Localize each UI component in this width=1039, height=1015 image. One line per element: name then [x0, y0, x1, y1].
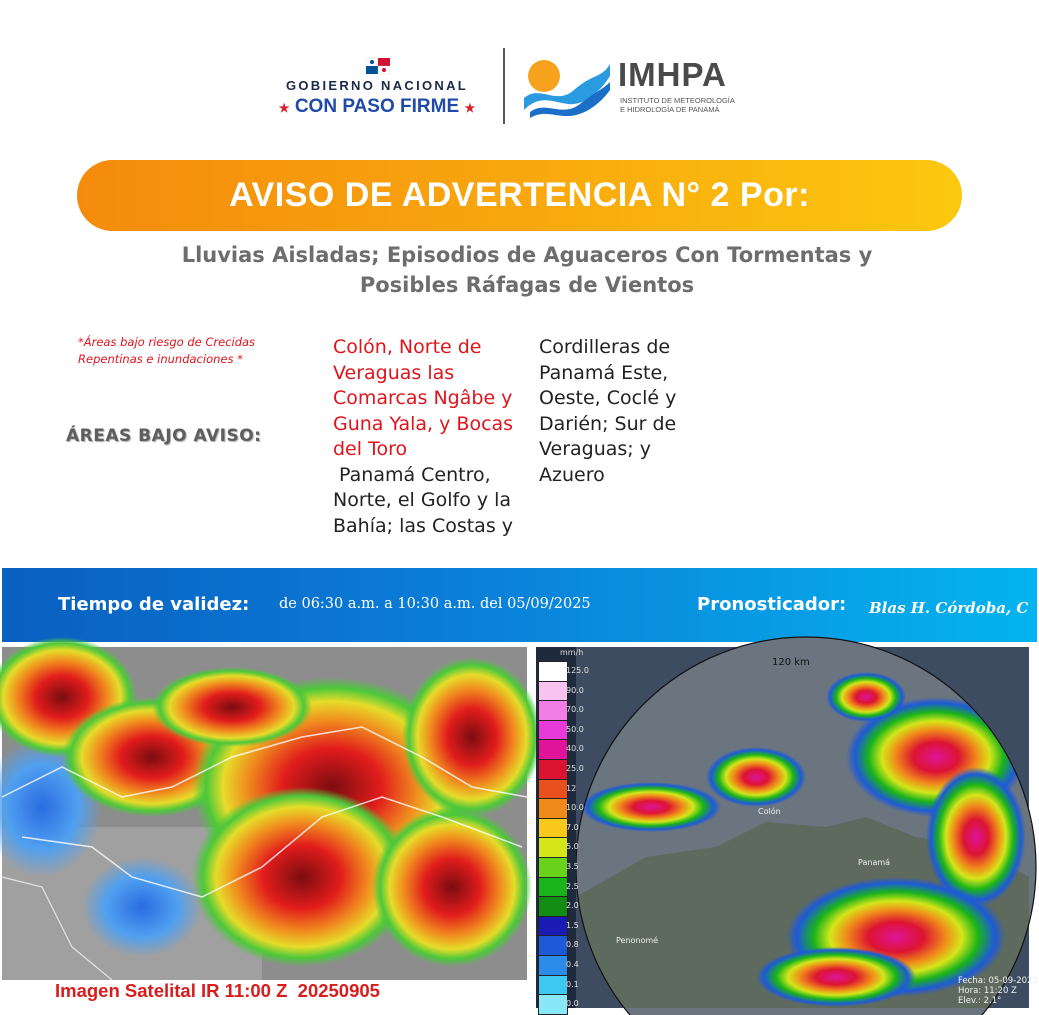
scale-tick-label: 12: [566, 783, 577, 793]
scale-swatch: [538, 877, 568, 898]
scale-swatch: [538, 700, 568, 721]
area-line: Panamá Este,: [539, 361, 669, 384]
forecaster-value: Blas H. Córdoba, C: [869, 599, 1029, 617]
scale-swatch: [538, 857, 568, 878]
area-line: Veraguas las: [333, 361, 455, 384]
scale-tick-label: 5.0: [566, 842, 579, 852]
city-label: Colón: [758, 807, 781, 816]
scale-swatch: [538, 739, 568, 760]
scale-tick-label: 25.0: [566, 764, 584, 773]
scale-swatch: [538, 837, 568, 858]
logo-divider: [503, 48, 505, 124]
imhpa-wave-sun-icon: [522, 54, 612, 120]
scale-tick-label: 90.0: [566, 685, 584, 695]
scale-swatch: [538, 896, 568, 917]
area-line: Darién; Sur de: [539, 412, 677, 435]
warning-subtitle: Lluvias Aisladas; Episodios de Aguaceros Con Tormentas y Posibles Ráfagas de Vientos: [181, 243, 873, 297]
city-label: Panamá: [858, 858, 891, 867]
scale-tick-label: 1.5: [566, 920, 579, 930]
scale-tick-label: 0.4: [566, 960, 579, 969]
scale-tick-label: 50.0: [566, 724, 584, 734]
imhpa-name: IMHPA: [618, 56, 727, 93]
scale-tick-label: 0.0: [566, 999, 579, 1009]
scale-swatch: [538, 681, 568, 702]
radar-image: [536, 647, 1038, 1009]
scale-swatch: [538, 661, 568, 682]
imhpa-fullname: INSTITUTO DE METEOROLOGÍA E HIDROLOGÍA DE PANAMÁ: [620, 96, 735, 114]
panama-flag-icon: [366, 58, 390, 74]
gov-line1: GOBIERNO NACIONAL: [285, 78, 469, 93]
area-line: Oeste, Coclé y: [539, 387, 677, 409]
star-icon: ★: [278, 101, 290, 115]
scale-tick-label: 0.8: [566, 940, 579, 950]
area-line: Veraguas; y: [539, 438, 651, 460]
forecaster-label: Pronosticador:: [697, 594, 847, 615]
scale-tick-label: 3.5: [566, 862, 579, 871]
scale-tick-label: 7.0: [566, 822, 579, 832]
scale-tick-label: 125.0: [566, 666, 589, 675]
areas-column-1: [333, 335, 543, 539]
flood-risk-note: *Áreas bajo riesgo de Crecidas Repentinas e inundaciones *: [78, 335, 256, 366]
area-line: Cordilleras de: [539, 336, 671, 358]
radar-color-scale: [536, 647, 589, 1009]
radar-stamp-line: Elev.: 2.1°: [958, 996, 1002, 1006]
area-line: del Toro: [333, 438, 408, 460]
radar-stamp-line: Fecha: 05-09-2025: [958, 976, 1038, 986]
area-line: Bahía; las Costas y: [333, 514, 514, 537]
warning-banner: [77, 160, 962, 231]
area-line: Azuero: [539, 463, 605, 486]
areas-label: ÁREAS BAJO AVISO:: [66, 426, 262, 446]
area-line: Colón, Norte de: [333, 336, 482, 358]
city-label: Penonomé: [616, 936, 659, 945]
imhpa-logo: [522, 50, 752, 125]
radar-map-graphic: [536, 647, 1038, 1008]
area-line: Comarcas Ngâbe y: [333, 387, 513, 409]
scale-swatch: [538, 779, 568, 800]
star-icon: ★: [464, 101, 476, 115]
scale-tick-label: 2.0: [566, 901, 579, 911]
scale-swatch: [538, 720, 568, 741]
scale-swatch: [538, 955, 568, 976]
scale-swatch: [538, 975, 568, 996]
area-line: Norte, el Golfo y la: [333, 489, 512, 511]
scale-tick-label: 0.1: [566, 979, 579, 989]
area-line: Guna Yala, y Bocas: [333, 412, 514, 435]
scale-swatch: [538, 818, 568, 839]
satellite-caption: Imagen Satelital IR 11:00 Z 20250905: [55, 980, 380, 1001]
area-line: Panamá Centro,: [333, 463, 491, 486]
scale-tick-label: 10.0: [566, 803, 584, 813]
scale-swatch: [538, 994, 568, 1015]
scale-swatch: [538, 759, 568, 780]
radar-unit: mm/h: [560, 648, 584, 657]
warning-title: AVISO DE ADVERTENCIA N° 2 Por:: [229, 176, 810, 214]
validity-bar: [2, 568, 1037, 642]
validity-value: de 06:30 a.m. a 10:30 a.m. del 05/09/2025: [279, 596, 591, 612]
scale-swatch: [538, 798, 568, 819]
satellite-ir-image: [2, 647, 527, 980]
scale-swatch: [538, 916, 568, 937]
scale-tick-label: 40.0: [566, 744, 584, 754]
radar-stamp-line: Hora: 11:20 Z: [958, 986, 1017, 996]
gov-line2: ★ CON PASO FIRME ★: [278, 96, 476, 117]
scale-swatch: [538, 935, 568, 956]
satellite-map-graphic: [2, 647, 527, 980]
validity-label: Tiempo de validez:: [58, 594, 250, 615]
scale-tick-label: 70.0: [566, 705, 584, 715]
gobierno-nacional-logo: [272, 56, 482, 126]
scale-tick-label: 2.5: [566, 881, 579, 891]
areas-column-2: [539, 335, 709, 488]
radar-range-label: 120 km: [772, 657, 810, 668]
